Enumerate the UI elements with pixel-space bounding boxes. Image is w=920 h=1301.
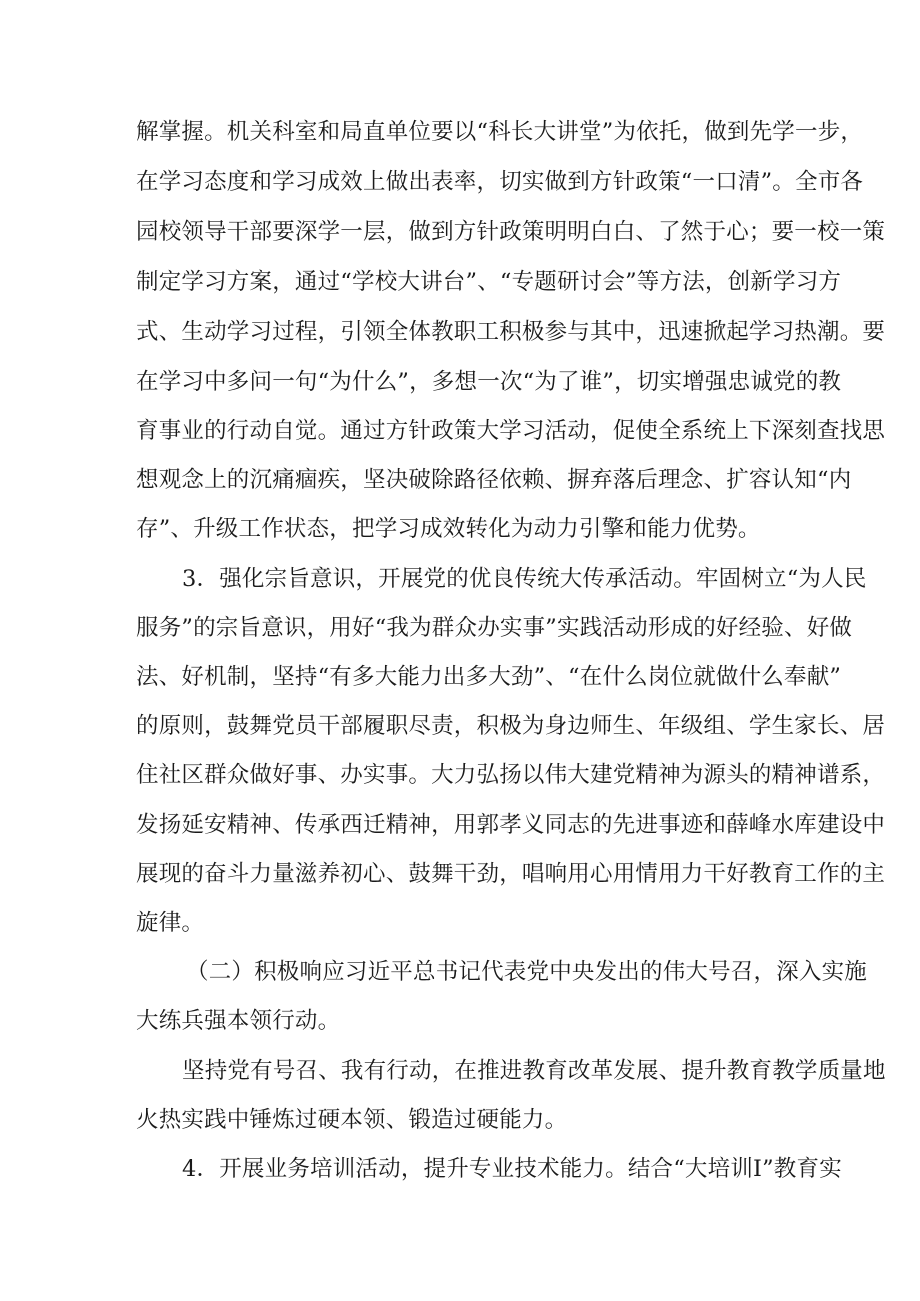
text-line: 法、好机制，坚持“有多大能力出多大劲”、“在什么岗位就做什么奉献”	[136, 664, 842, 690]
text-line: 大练兵强本领行动。	[136, 1008, 341, 1034]
text-line: 想观念上的沉痛痼疾，坚决破除路径依赖、摒弃落后理念、扩容认知“内	[136, 467, 852, 493]
text-line: 解掌握。机关科室和局直单位要以“科长大讲堂”为依托，做到先学一步，	[136, 119, 864, 145]
text-line: 坚持党有号召、我有行动，在推进教育改革发展、提升教育教学质量地	[182, 1058, 886, 1084]
text-line: 育事业的行动自觉。通过方针政策大学习活动，促使全系统上下深刻查找思	[136, 418, 886, 444]
text-line: 在学习中多问一句“为什么”，多想一次“为了谁”，切实增强忠诚党的教	[136, 369, 842, 395]
text-line: 旋律。	[136, 910, 205, 936]
text-line: 火热实践中锤炼过硬本领、锻造过硬能力。	[136, 1107, 568, 1133]
text-line: 在学习态度和学习成效上做出表率，切实做到方针政策“一口清”。全市各	[136, 169, 864, 195]
text-line: 式、生动学习过程，引领全体教职工积极参与其中，迅速掀起学习热潮。要	[136, 319, 886, 345]
section-3-heading: 3．强化宗旨意识，开展党的优良传统大传承活动。牢固树立“为人民	[182, 566, 867, 592]
text-line: 住社区群众做好事、办实事。大力弘扬以伟大建党精神为源头的精神谱系，	[136, 762, 886, 788]
text-line: 制定学习方案，通过“学校大讲台”、“专题研讨会”等方法，创新学习方	[136, 269, 842, 295]
section-2-heading: （二）积极响应习近平总书记代表党中央发出的伟大号召，深入实施	[186, 959, 868, 985]
text-line: 的原则，鼓舞党员干部履职尽责，积极为身边师生、年级组、学生家长、居	[136, 713, 886, 739]
text-line: 存”、升级工作状态，把学习成效转化为动力引擎和能力优势。	[136, 516, 761, 542]
text-line: 发扬延安精神、传承西迁精神，用郭孝义同志的先进事迹和薛峰水库建设中	[136, 812, 886, 838]
text-line: 展现的奋斗力量滋养初心、鼓舞干劲，唱响用心用情用力干好教育工作的主	[136, 861, 886, 887]
section-4-heading: 4．开展业务培训活动，提升专业技术能力。结合“大培训Ⅰ”教育实	[182, 1156, 842, 1182]
text-line: 服务”的宗旨意识，用好“我为群众办实事”实践活动形成的好经验、好做	[136, 615, 853, 641]
text-line: 园校领导干部要深学一层，做到方针政策明明白白、了然于心；要一校一策	[136, 219, 886, 245]
